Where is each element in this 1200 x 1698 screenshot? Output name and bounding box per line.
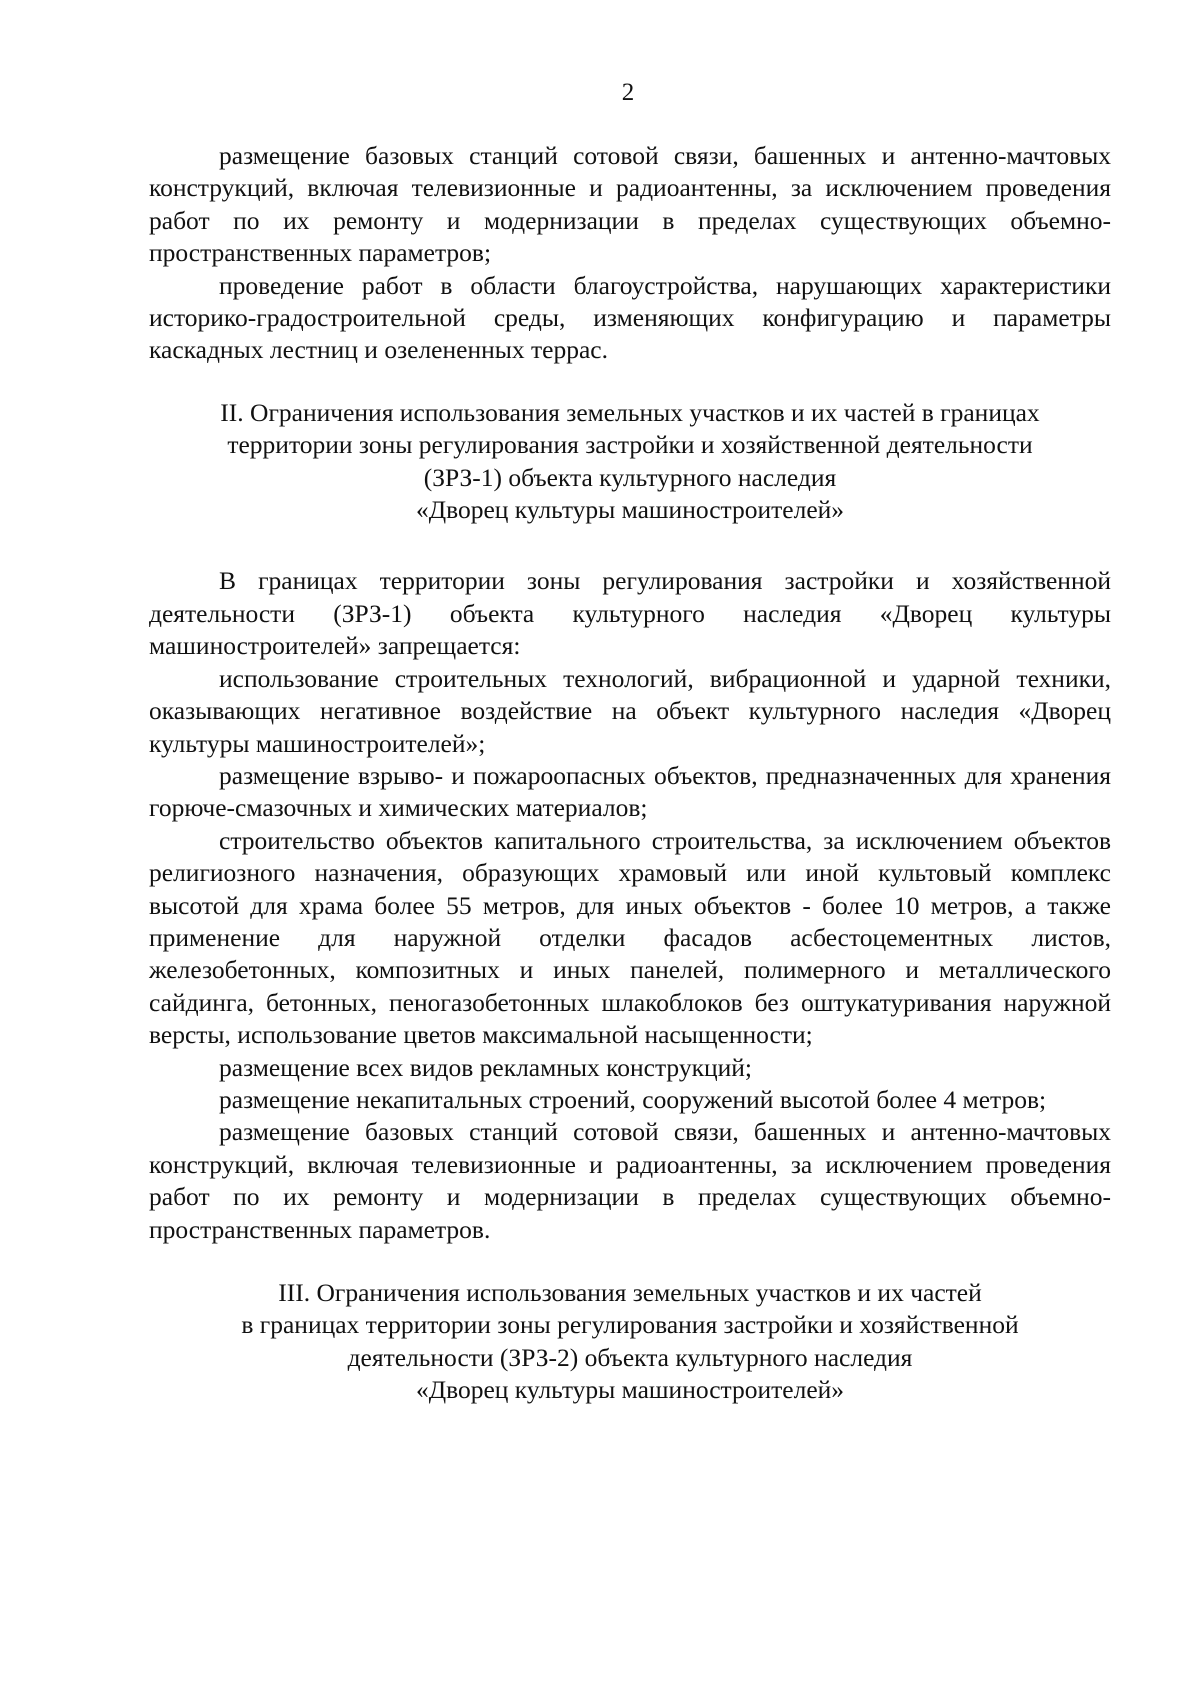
paragraph: проведение работ в области благоустройства, нарушающих характеристики историко-градостроительной среды, изменяющих конфигурацию и параметры каскадных лестниц и озелененных террас.: [149, 270, 1111, 365]
list-item: использование строительных технологий, вибрационной и ударной техники, оказывающих негативное воздействие на объект культурного наследия «Дворец культуры машиностроителей»;: [149, 663, 1111, 758]
section-heading-3: [149, 1277, 1111, 1407]
heading-line: деятельности (ЗРЗ-2) объекта культурного наследия: [347, 1342, 913, 1372]
heading-line: «Дворец культуры машиностроителей»: [415, 1375, 845, 1405]
list-item: размещение базовых станций сотовой связи, башенных и антенно-мачтовых конструкций, включая телевизионные и радиоантенны, за исключением проведения работ по их ремонту и модернизации в пределах существующих объемно-пространственных параметров.: [149, 1117, 1111, 1244]
list-item: размещение некапитальных строений, сооружений высотой более 4 метров;: [219, 1084, 1047, 1114]
document-body: [149, 140, 1111, 1407]
heading-line: в границах территории зоны регулирования застройки и хозяйственной: [241, 1310, 1019, 1340]
heading-line: (ЗРЗ-1) объекта культурного наследия: [423, 462, 837, 492]
list-item: размещение всех видов рекламных конструкций;: [219, 1052, 753, 1082]
page-number: 2: [621, 79, 635, 106]
section-heading-2: [149, 397, 1111, 527]
list-item: строительство объектов капитального строительства, за исключением объектов религиозного назначения, образующих храмовый или иной культовый комплекс высотой для храма более 55 метров, для иных объектов - более 10 метров, а также применение для наружной отделки фасадов асбестоцементных листов, железобетонных, композитных и иных панелей, полимерного и металлического сайдинга, бетонных, пеногазобетонных шлакоблоков без оштукатуривания наружной версты, использование цветов максимальной насыщенности;: [149, 825, 1111, 1050]
paragraph: размещение базовых станций сотовой связи, башенных и антенно-мачтовых конструкций, включая телевизионные и радиоантенны, за исключением проведения работ по их ремонту и модернизации в пределах существующих объемно-пространственных параметров;: [149, 141, 1111, 268]
heading-line: территории зоны регулирования застройки и хозяйственной деятельности: [227, 430, 1033, 460]
section-intro: В границах территории зоны регулирования застройки и хозяйственной деятельности (ЗРЗ-1) объекта культурного наследия «Дворец культуры машиностроителей» запрещается:: [149, 566, 1111, 661]
heading-line: III. Ограничения использования земельных участков и их частей: [278, 1278, 982, 1307]
list-item: размещение взрыво- и пожароопасных объектов, предназначенных для хранения горюче-смазочных и химических материалов;: [149, 760, 1111, 823]
heading-line: «Дворец культуры машиностроителей»: [415, 495, 845, 525]
heading-line: II. Ограничения использования земельных участков и их частей в границах: [220, 397, 1040, 427]
